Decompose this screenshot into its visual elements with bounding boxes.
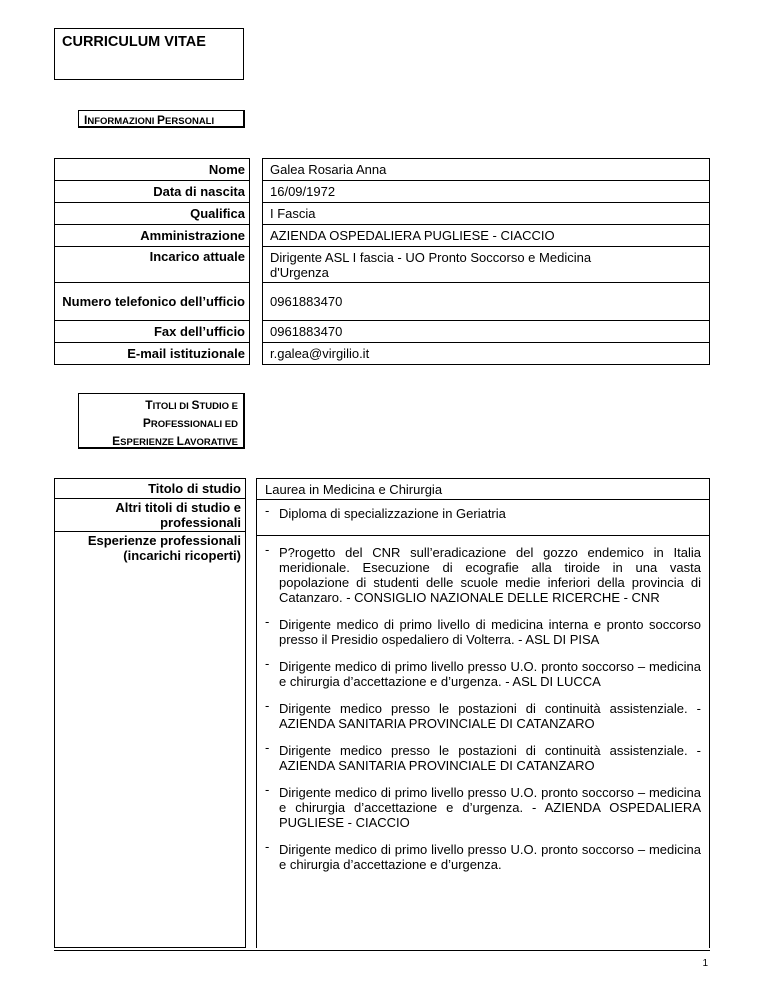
rest-2: ERSONALI — [165, 116, 215, 127]
personal-info-table — [54, 158, 710, 365]
page-number: 1 — [702, 958, 708, 969]
label-esperienze: Esperienze professionali (incarichi ricoperti) — [54, 532, 246, 948]
table-row — [55, 321, 710, 343]
list-item: - Dirigente medico di primo livello di medicina interna e pronto soccorso presso il Presidio ospedaliero di Volterra. - ASL DI PISA — [265, 614, 701, 647]
label-fax: Fax dell’ufficio — [55, 321, 250, 343]
label-incarico: Incarico attuale — [55, 247, 250, 283]
value-fax: 0961883470 — [263, 321, 710, 343]
heading-line-1: TITOLI DI STUDIO E — [145, 398, 238, 412]
list-item: - Dirigente medico presso le postazioni di continuità assistenziale. - AZIENDA SANITARIA PROVINCIALE DI CATANZARO — [265, 698, 701, 731]
studies-labels-column — [54, 478, 246, 948]
table-row — [55, 203, 710, 225]
value-qualifica: I Fascia — [263, 203, 710, 225]
cv-title: CURRICULUM VITAE — [54, 28, 244, 80]
table-row — [55, 283, 710, 321]
list-item: - Diploma di specializzazione in Geriatria — [265, 503, 506, 521]
value-telefono: 0961883470 — [263, 283, 710, 321]
heading-line-3: ESPERIENZE LAVORATIVE — [112, 434, 238, 448]
value-altri-titoli — [257, 500, 709, 536]
value-data-nascita: 16/09/1972 — [263, 181, 710, 203]
label-altri-titoli: Altri titoli di studio e professionali — [54, 499, 246, 532]
footer-divider — [54, 950, 710, 951]
rest-1: NFORMAZIONI — [87, 116, 158, 127]
table-row — [55, 225, 710, 247]
label-amministrazione: Amministrazione — [55, 225, 250, 247]
label-qualifica: Qualifica — [55, 203, 250, 225]
value-email: r.galea@virgilio.it — [263, 343, 710, 365]
list-item: - Dirigente medico di primo livello presso U.O. pronto soccorso – medicina e chirurgia d’accettazione e d’urgenza. - ASL DI LUCCA — [265, 656, 701, 689]
table-row — [55, 343, 710, 365]
value-amministrazione: AZIENDA OSPEDALIERA PUGLIESE - CIACCIO — [263, 225, 710, 247]
table-row — [55, 247, 710, 283]
value-nome: Galea Rosaria Anna — [263, 159, 710, 181]
table-row — [55, 159, 710, 181]
list-item: - P?rogetto del CNR sull’eradicazione del gozzo endemico in Italia meridionale. Esecuzione di ecografie alla tiroide in una vasta popolazione di studenti delle scuole medie inferiori della provincia di Catanzaro. - CONSIGLIO NAZIONALE DELLE RICERCHE - CNR — [265, 542, 701, 605]
cap-p: P — [157, 113, 166, 127]
section-heading-studies — [78, 393, 245, 449]
list-item: - Dirigente medico presso le postazioni di continuità assistenziale. - AZIENDA SANITARIA PROVINCIALE DI CATANZARO — [265, 740, 701, 773]
studies-values-column — [256, 478, 710, 948]
label-telefono: Numero telefonico dell’ufficio — [55, 283, 250, 321]
label-nome: Nome — [55, 159, 250, 181]
heading-line-2: PROFESSIONALI ED — [142, 416, 238, 430]
label-data-nascita: Data di nascita — [55, 181, 250, 203]
experience-list — [257, 536, 709, 872]
label-email: E-mail istituzionale — [55, 343, 250, 365]
list-item: - Dirigente medico di primo livello presso U.O. pronto soccorso – medicina e chirurgia d’accettazione e d’urgenza. — [265, 839, 701, 872]
label-titolo-studio: Titolo di studio — [54, 478, 246, 499]
value-titolo-studio: Laurea in Medicina e Chirurgia — [257, 479, 709, 500]
list-item: - Dirigente medico di primo livello presso U.O. pronto soccorso – medicina e chirurgia d’accettazione e d’urgenza. - AZIENDA OSPEDALIERA PUGLIESE - CIACCIO — [265, 782, 701, 830]
cap-i: I — [84, 113, 88, 127]
table-row — [55, 181, 710, 203]
section-heading-personal-info — [78, 110, 245, 128]
value-incarico: Dirigente ASL I fascia - UO Pronto Soccorso e Medicina d'Urgenza — [263, 247, 710, 283]
